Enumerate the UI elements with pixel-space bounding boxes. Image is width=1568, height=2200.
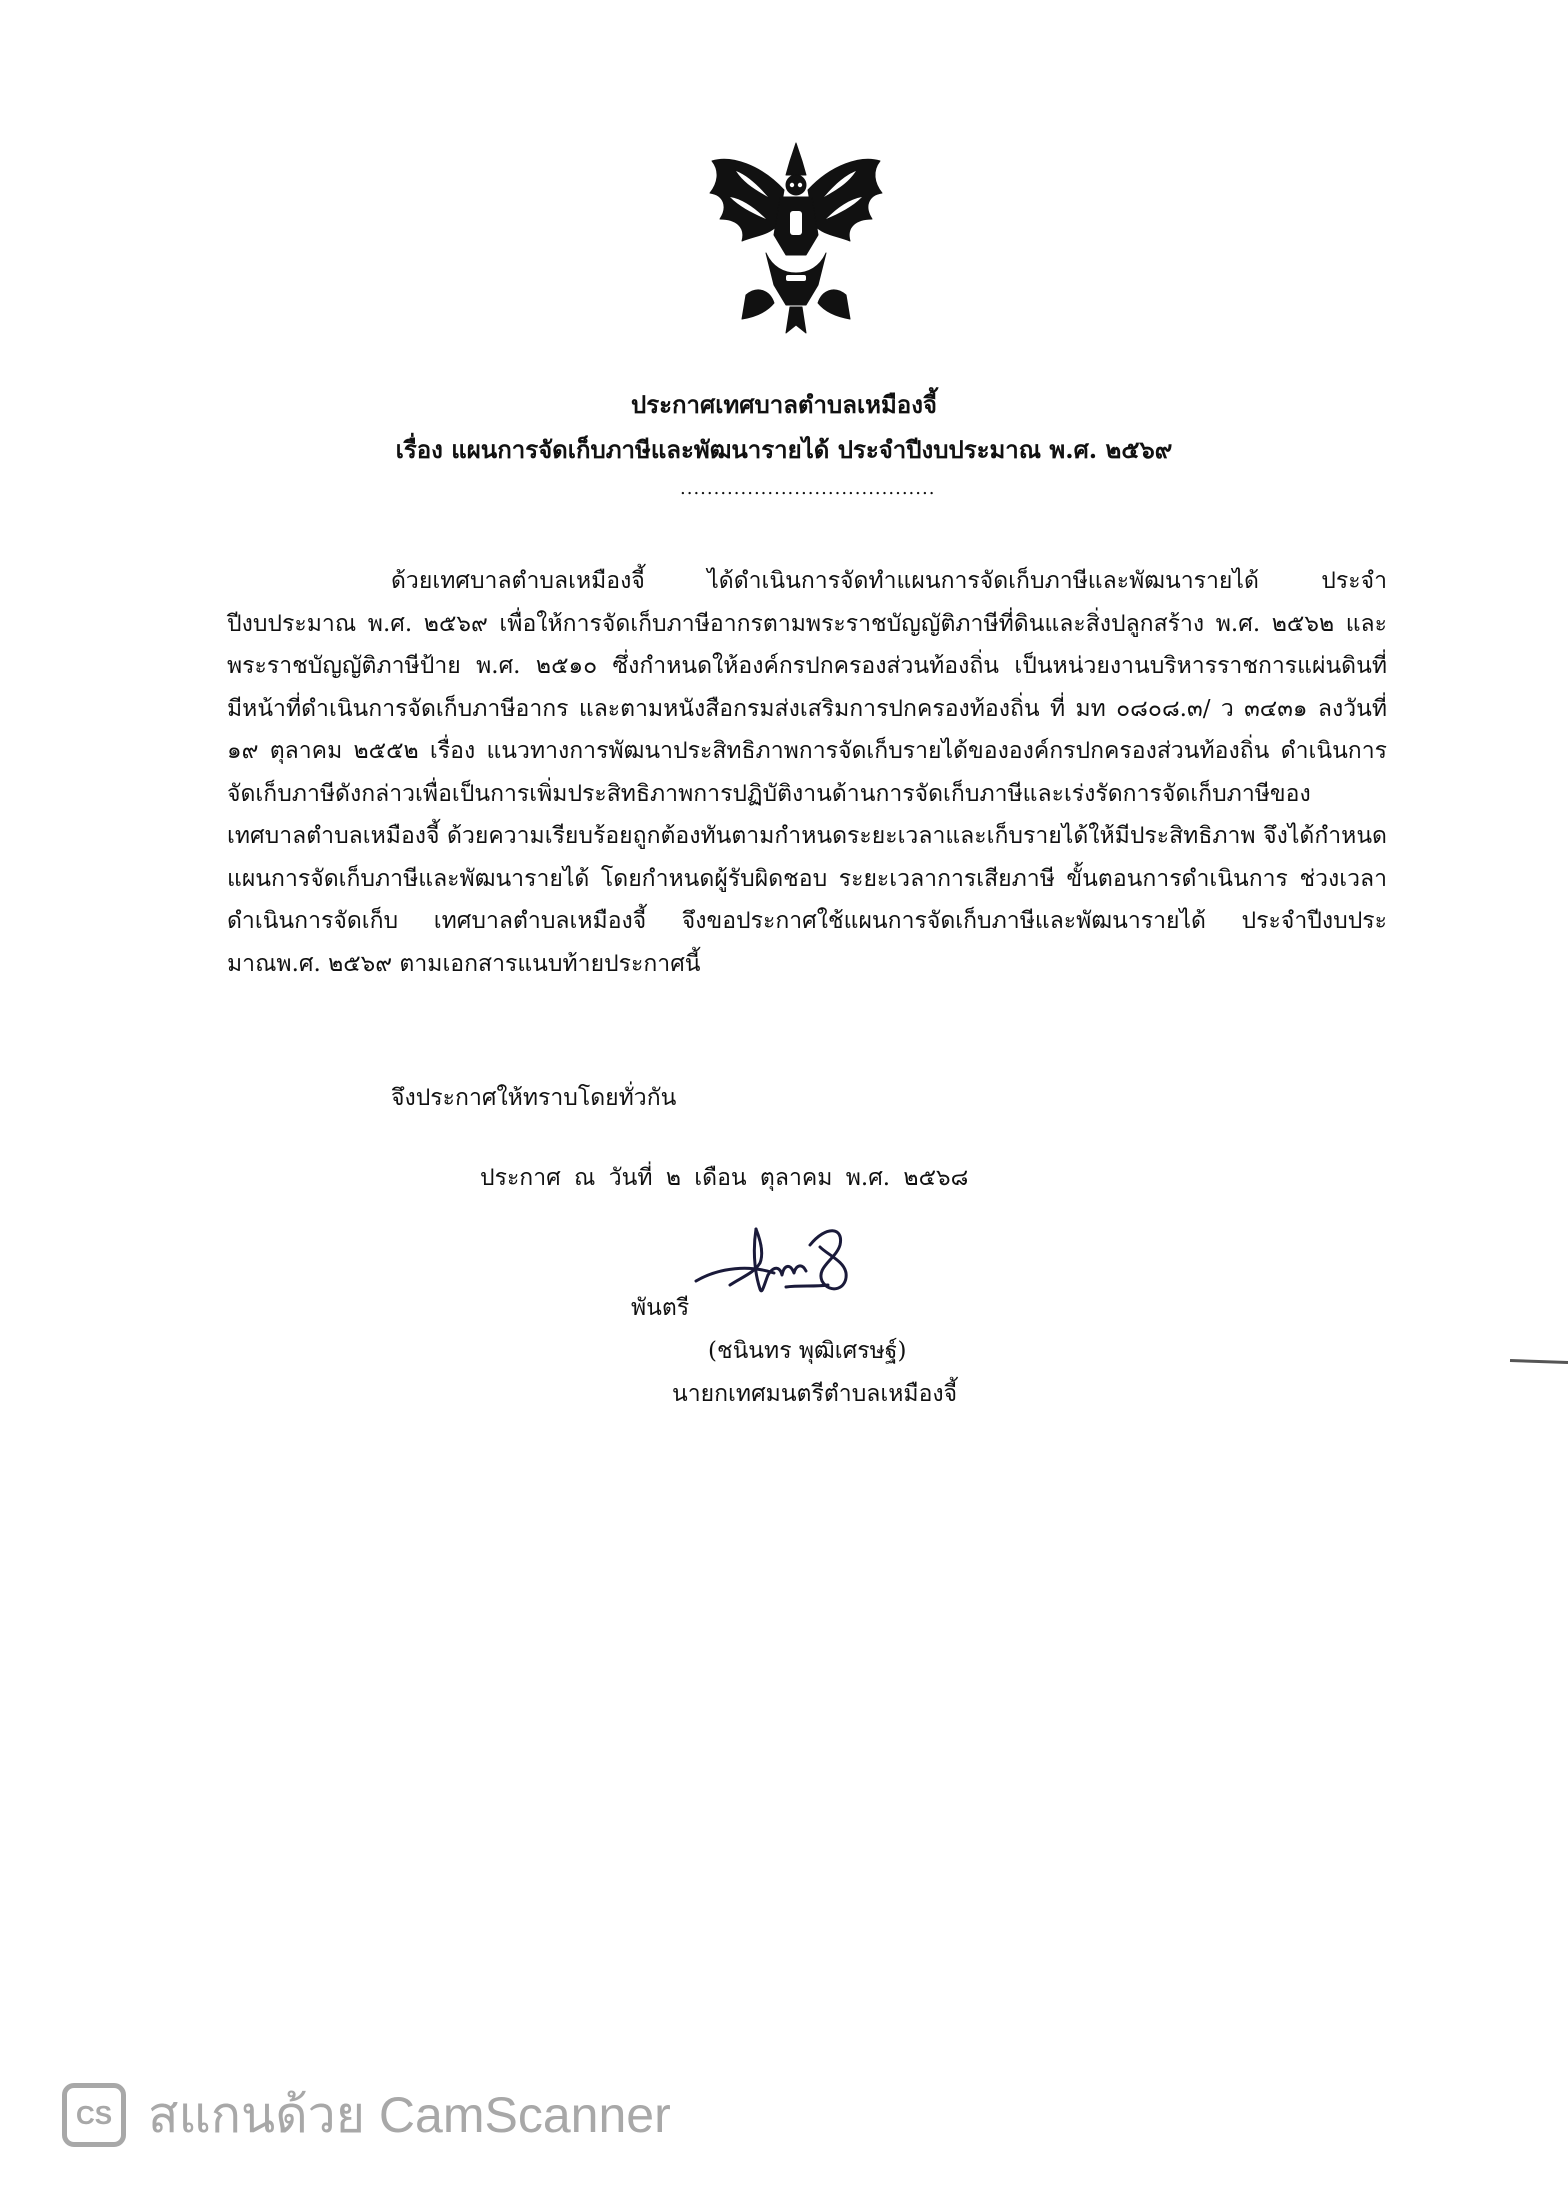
handwritten-signature xyxy=(690,1215,890,1315)
signer-position: นายกเทศมนตรีตำบลเหมืองจี้ xyxy=(672,1381,958,1407)
signer-rank: พันตรี xyxy=(631,1295,690,1321)
camscanner-watermark xyxy=(62,2080,671,2150)
title-separator: ...................................... xyxy=(680,478,936,499)
announcement-body: ด้วยเทศบาลตำบลเหมืองจี้ ได้ดำเนินการจัดทำแผนการจัดเก็บภาษีและพัฒนารายได้ ประจำปีงบประมาณ พ.ศ. ๒๕๖๙ เพื่อให้การจัดเก็บภาษีอากรตามพระราชบัญญัติภาษีที่ดินและสิ่งปลูกสร้าง พ.ศ. ๒๕๖๒ และพระราชบัญญัติภาษีป้าย พ.ศ. ๒๕๑๐ ซึ่งกำหนดให้องค์กรปกครองส่วนท้องถิ่น เป็นหน่วยงานบริหารราชการแผ่นดินที่มีหน้าที่ดำเนินการจัดเก็บภาษีอากร และตามหนังสือกรมส่งเสริมการปกครองท้องถิ่น ที่ มท ๐๘๐๘.๓/ ว ๓๔๓๑ ลงวันที่ ๑๙ ตุลาคม ๒๕๕๒ เรื่อง แนวทางการพัฒนาประสิทธิภาพการจัดเก็บรายได้ขององค์กรปกครองส่วนท้องถิ่น ดำเนินการจัดเก็บภาษีดังกล่าวเพื่อเป็นการเพิ่มประสิทธิภาพการปฏิบัติงานด้านการจัดเก็บภาษีและเร่งรัดการจัดเก็บภาษีของเทศบาลตำบลเหมืองจี้ ด้วยความเรียบร้อยถูกต้องทันตามกำหนดระยะเวลาและเก็บรายได้ให้มีประสิทธิภาพ จึงได้กำหนดแผนการจัดเก็บภาษีและพัฒนารายได้ โดยกำหนดผู้รับผิดชอบ ระยะเวลาการเสียภาษี ขั้นตอนการดำเนินการ ช่วงเวลาดำเนินการจัดเก็บ เทศบาลตำบลเหมืองจี้ จึงขอประกาศใช้แผนการจัดเก็บภาษีและพัฒนารายได้ ประจำปีงบประมาณพ.ศ. ๒๕๖๙ ตามเอกสารแนบท้ายประกาศนี้ xyxy=(227,568,1387,977)
garuda-emblem-icon xyxy=(706,135,886,335)
edge-line xyxy=(1510,1359,1568,1364)
signer-name: (ชนินทร พุฒิเศรษฐ์) xyxy=(708,1338,907,1364)
watermark-text: สแกนด้วย CamScanner xyxy=(148,2086,671,2143)
announcement-subject: เรื่อง แผนการจัดเก็บภาษีและพัฒนารายได้ ประจำปีงบประมาณ พ.ศ. ๒๕๖๙ xyxy=(395,435,1173,464)
closing-statement: จึงประกาศให้ทราบโดยทั่วกัน xyxy=(391,1085,677,1111)
announcement-title: ประกาศเทศบาลตำบลเหมืองจี้ xyxy=(631,390,937,419)
camscanner-logo-icon: CS xyxy=(62,2083,126,2147)
announcement-date: ประกาศ ณ วันที่ ๒ เดือน ตุลาคม พ.ศ. ๒๕๖๘ xyxy=(480,1165,969,1191)
